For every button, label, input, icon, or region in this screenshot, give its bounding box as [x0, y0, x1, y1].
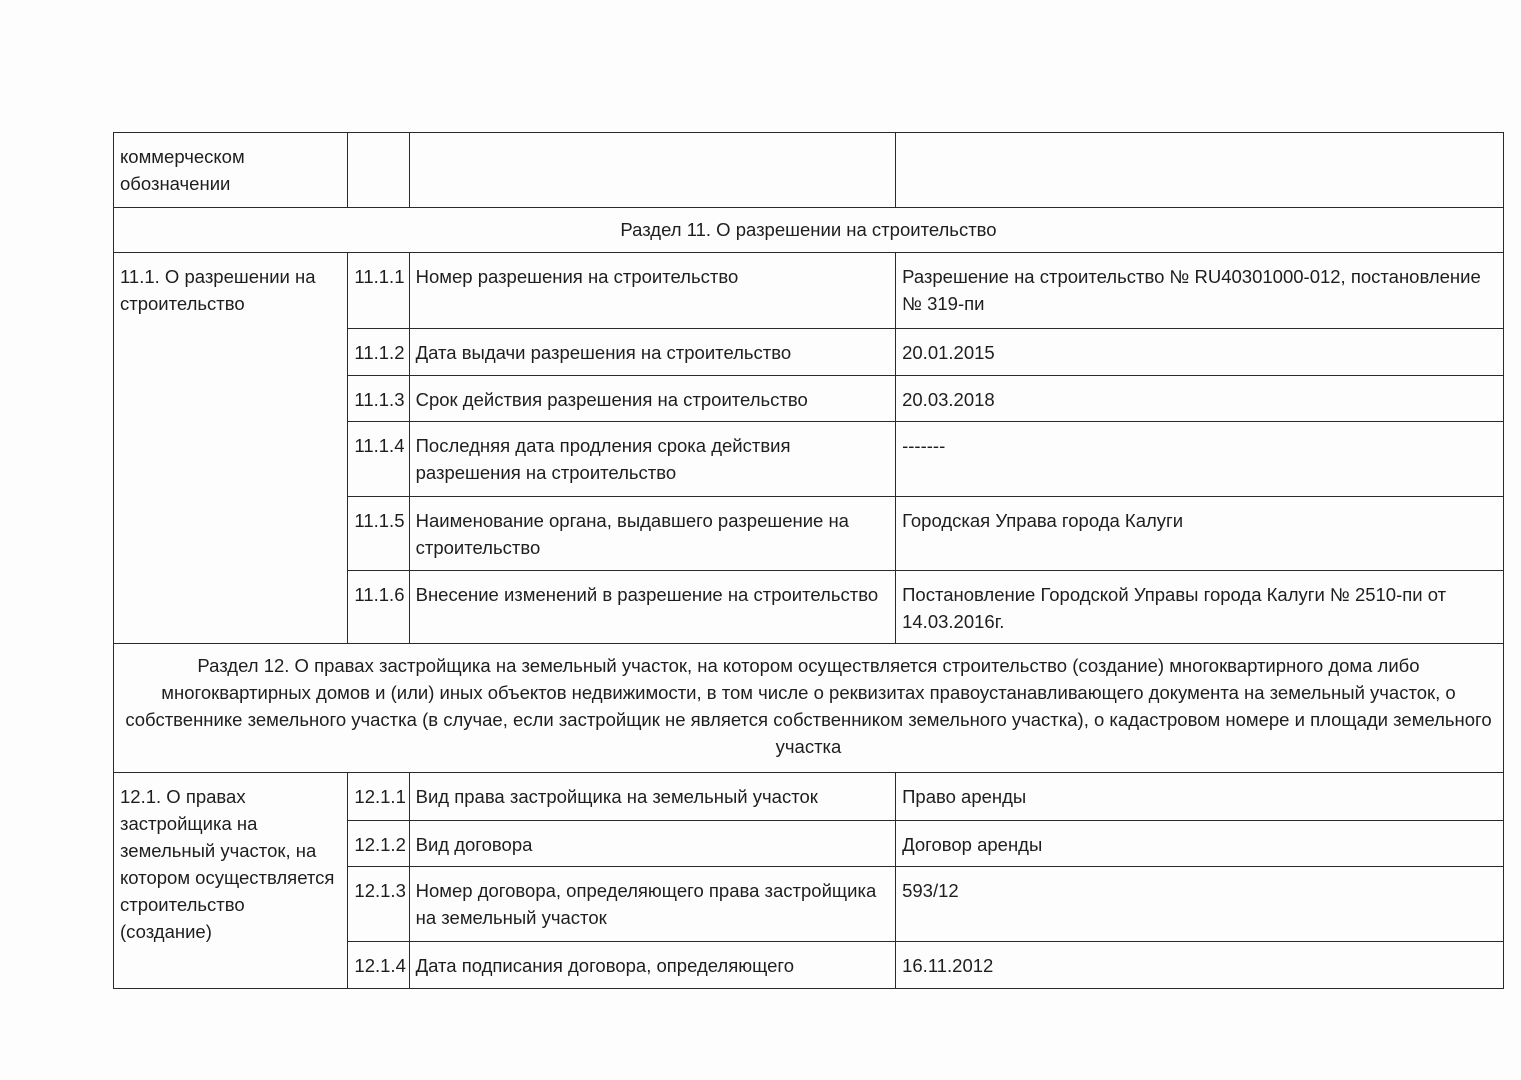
item-number: 11.1.2: [348, 329, 409, 376]
item-field: Номер договора, определяющего права застройщика на земельный участок: [409, 867, 896, 942]
section-12-title: Раздел 12. О правах застройщика на земельный участок, на котором осуществляется строительство (создание) многоквартирного дома либо многоквартирных домов и (или) иных объектов недвижимости, в том числе о реквизитах правоустанавливающего документа на земельный участок, о собственнике земельного участка (в случае, если застройщик не является собственником земельного участка), о кадастровом номере и площади земельного участка: [114, 644, 1504, 773]
item-number: 11.1.6: [348, 571, 409, 644]
item-value: Договор аренды: [896, 821, 1504, 867]
table-row: [114, 253, 1504, 329]
item-number: 11.1.4: [348, 422, 409, 497]
item-number: 12.1.1: [348, 773, 409, 821]
item-field: Внесение изменений в разрешение на строительство: [409, 571, 896, 644]
group-label: 11.1. О разрешении на строительство: [114, 253, 348, 644]
item-number: 11.1.1: [348, 253, 409, 329]
item-field: Дата выдачи разрешения на строительство: [409, 329, 896, 376]
group-label: 12.1. О правах застройщика на земельный участок, на котором осуществляется строительство (создание): [114, 773, 348, 989]
section-11-title: Раздел 11. О разрешении на строительство: [114, 208, 1504, 253]
table-row: [114, 133, 1504, 208]
item-field: Дата подписания договора, определяющего: [409, 942, 896, 989]
item-field: Вид договора: [409, 821, 896, 867]
group-label: коммерческом обозначении: [114, 133, 348, 208]
item-number: 12.1.4: [348, 942, 409, 989]
item-number: 11.1.5: [348, 497, 409, 571]
item-field: Наименование органа, выдавшего разрешение на строительство: [409, 497, 896, 571]
section-header-row: [114, 208, 1504, 253]
item-number: 12.1.3: [348, 867, 409, 942]
section-header-row: [114, 644, 1504, 773]
item-value: -------: [896, 422, 1504, 497]
item-value: Городская Управа города Калуги: [896, 497, 1504, 571]
item-number: 11.1.3: [348, 376, 409, 422]
item-value: 20.03.2018: [896, 376, 1504, 422]
item-value: 20.01.2015: [896, 329, 1504, 376]
item-field: Номер разрешения на строительство: [409, 253, 896, 329]
item-number: 12.1.2: [348, 821, 409, 867]
table-row: [114, 773, 1504, 821]
item-value: 16.11.2012: [896, 942, 1504, 989]
item-value: Право аренды: [896, 773, 1504, 821]
item-field: Вид права застройщика на земельный участок: [409, 773, 896, 821]
item-value: Разрешение на строительство № RU40301000-012, постановление № 319-пи: [896, 253, 1504, 329]
item-value: Постановление Городской Управы города Калуги № 2510-пи от 14.03.2016г.: [896, 571, 1504, 644]
item-field: Последняя дата продления срока действия разрешения на строительство: [409, 422, 896, 497]
declaration-table: [113, 132, 1504, 989]
item-value: 593/12: [896, 867, 1504, 942]
item-field: Срок действия разрешения на строительство: [409, 376, 896, 422]
